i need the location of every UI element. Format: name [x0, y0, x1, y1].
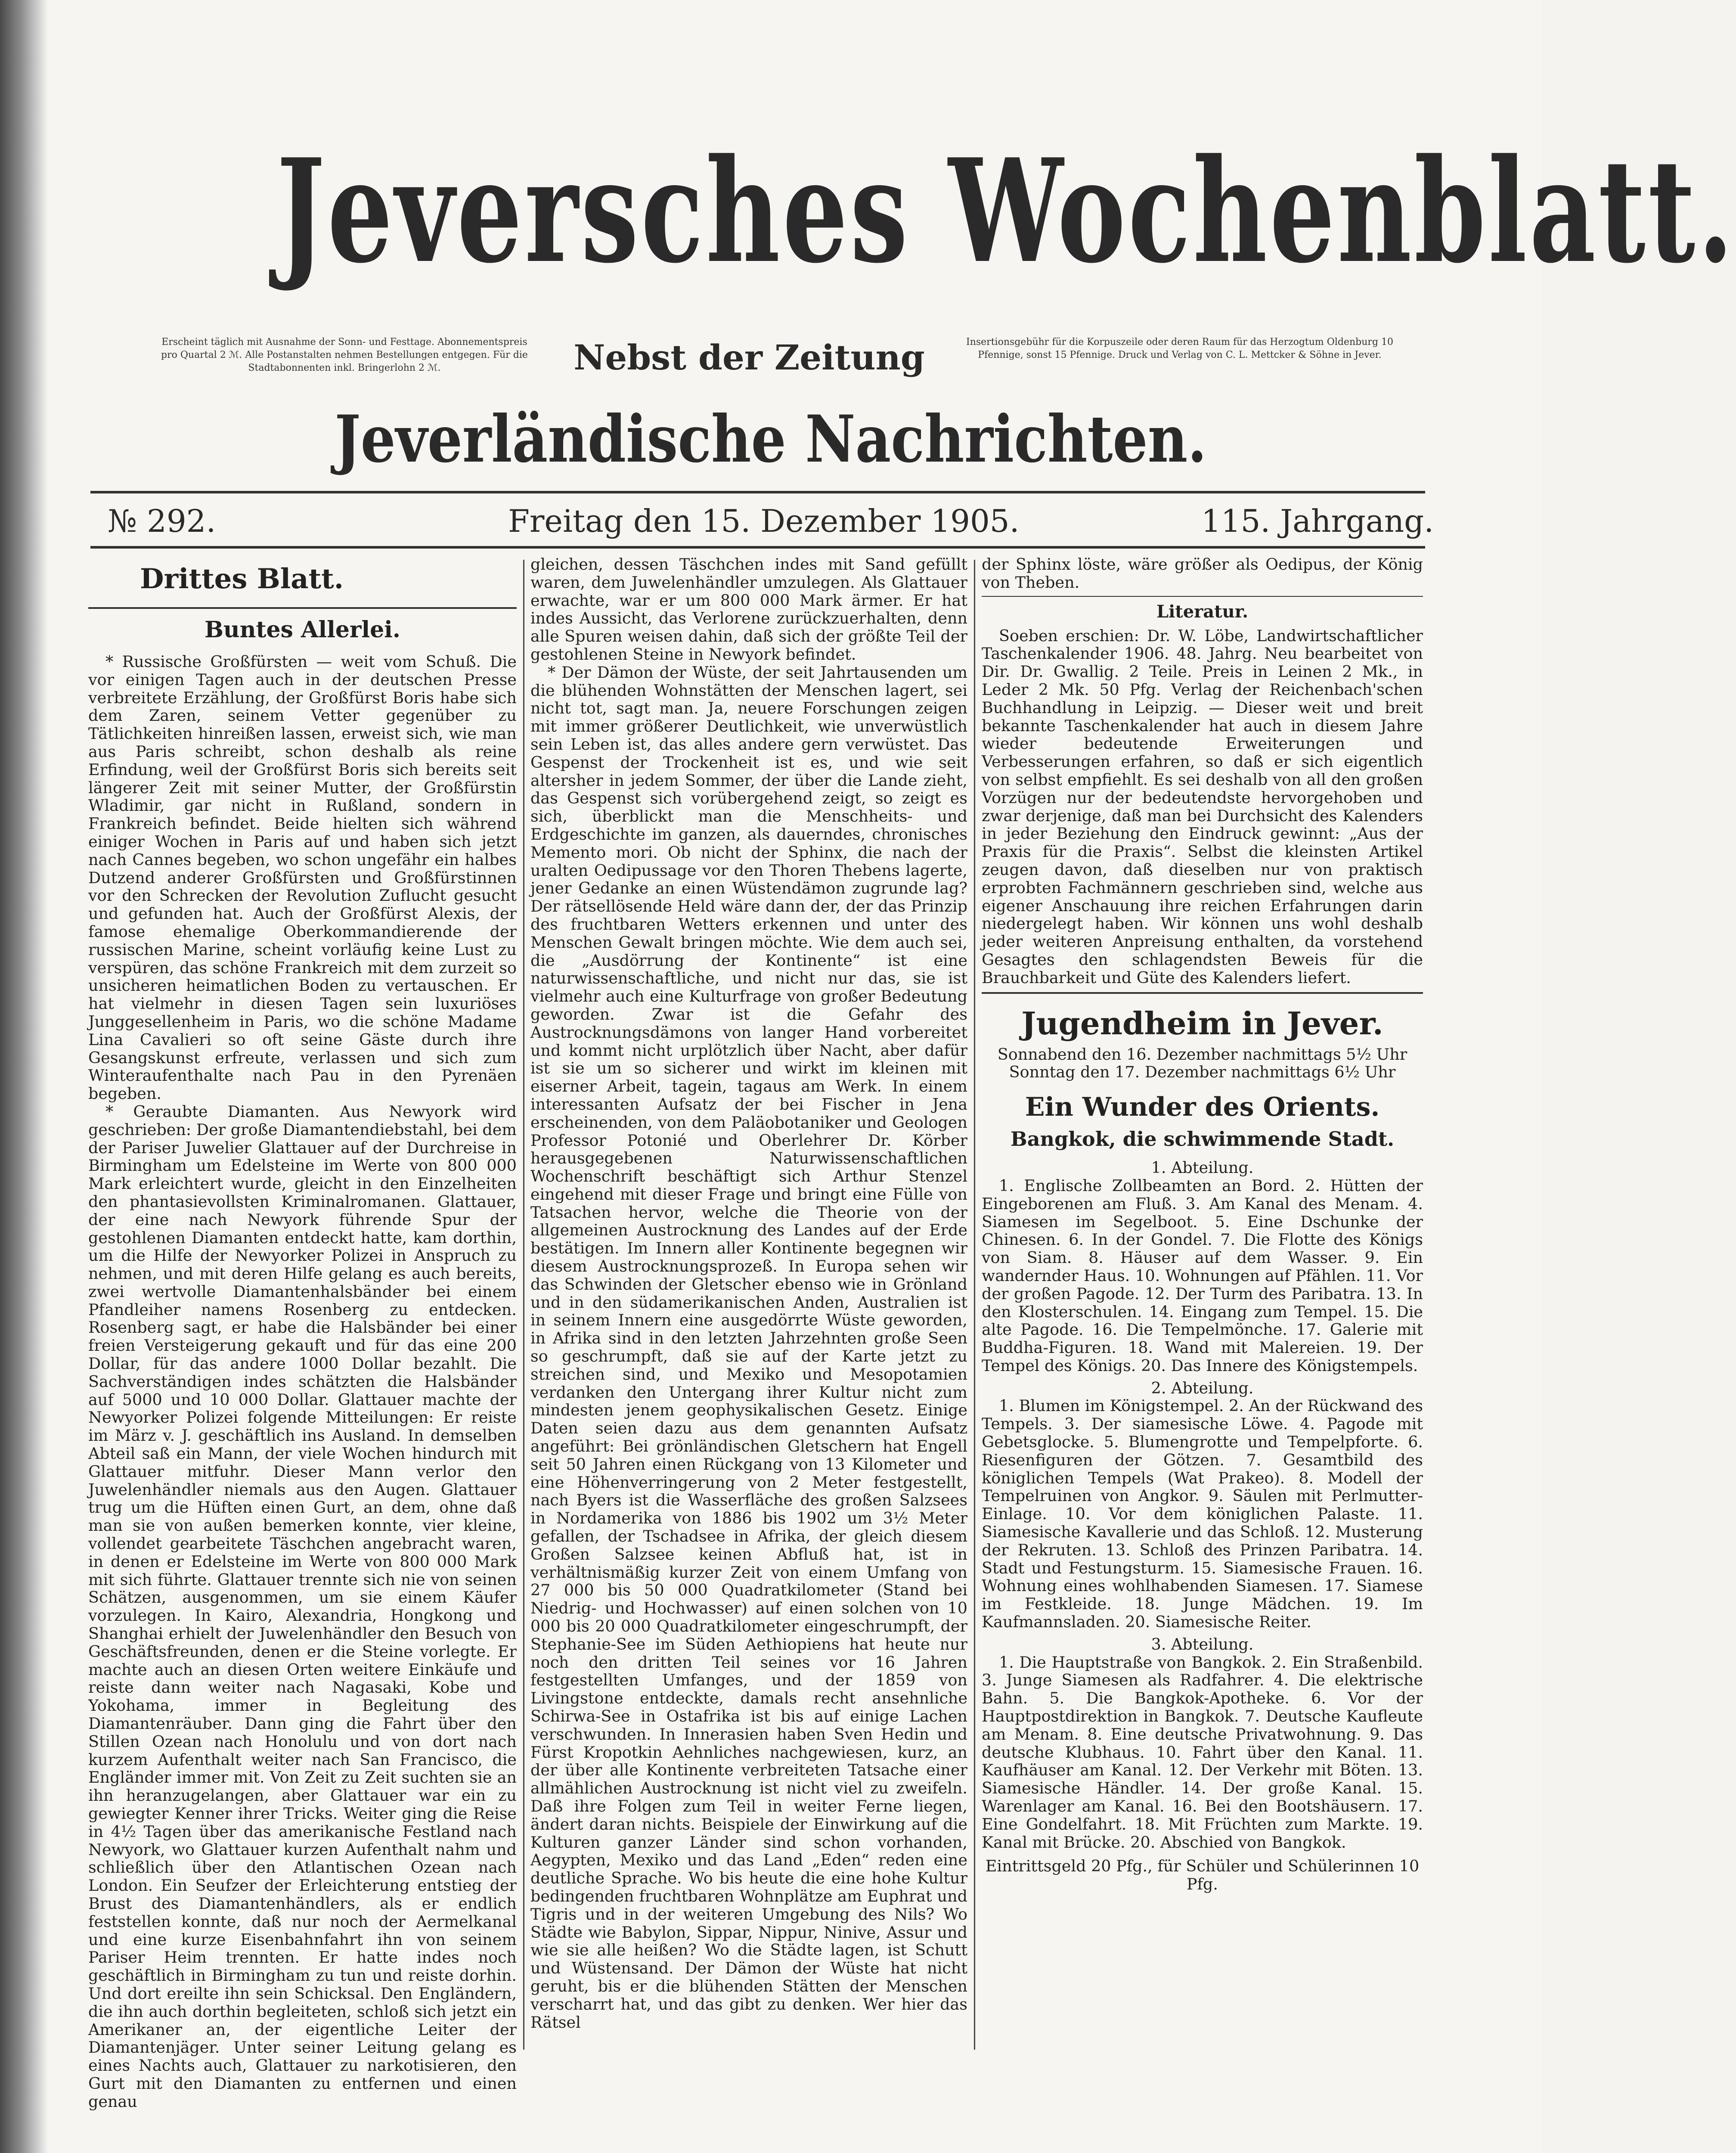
- insertion-info: Insertionsgebühr für die Korpuszeile oder deren Raum für das Herzogtum Oldenburg 10 Pfennige, sonst 15 Pfennige. Druck und Verlag von C. L. Mettcker & Söhne in Jever.: [966, 337, 1393, 360]
- volume-year: 115. Jahrgang.: [1201, 503, 1434, 539]
- blatt-heading: Drittes Blatt.: [140, 563, 344, 595]
- column-divider: [523, 560, 524, 2050]
- event-title: Jugendheim in Jever.: [1021, 1005, 1383, 1042]
- section-abt3-heading: 3. Abteilung.: [1151, 1635, 1254, 1654]
- section-abt1-heading: 1. Abteilung.: [1151, 1158, 1254, 1177]
- literatur-text: Soeben erschien: Dr. W. Löbe, Landwirtschaftlicher Taschenkalender 1906. 48. Jahrg. Neu bearbeitet von Dir. Dr. Gwallig. 2 Teile. Preis in Leinen 2 Mk., in Leder 2 Mk. 50 Pfg. Verlag der Reichenbach'schen Buchhandlung in Leipzig. — Dieser weit und breit bekannte Taschenkalender hat auch in diesem Jahre wieder bedeutende Erweiterungen und Verbesserungen erfahren, so daß er sich eigentlich von selbst empfiehlt. Es sei deshalb von all den großen Vorzügen nur der bedeutendste hervorgehoben und zwar derjenige, daß man bei Durchsicht des Kalenders in jeder Beziehung den Eindruck gewinnt: „Aus der Praxis für die Praxis“. Selbst die kleinsten Artikel zeugen davon, daß dieselben nur von praktisch erprobten Fachmännern geschrieben sind, welche aus eigener Anschauung ihre reichen Erfahrungen darin niedergelegt haben. Wir können uns wohl deshalb jeder weiteren Anpreisung enthalten, da vorstehend Gesagtes den schlagendsten Beweis für die Brauchbarkeit und Güte des Kalenders liefert.: [982, 626, 1423, 987]
- section-abt2-heading: 2. Abteilung.: [1151, 1378, 1254, 1397]
- column-right: [982, 555, 1423, 2050]
- masthead-rule-top: [90, 491, 1425, 493]
- book-binding-edge: [0, 0, 47, 2153]
- article-grossfuersten: * Russische Großfürsten — weit vom Schuß. Die vor einigen Tagen auch in der deutschen Presse verbreitete Erzählung, der Großfürst Boris habe sich dem Zaren, seinem Vetter gegenüber zu Tätlichkeiten hinreißen lassen, erweist sich, wie man aus Paris schreibt, schon deshalb als reine Erfindung, weil der Großfürst Boris sich bereits seit längerer Zeit mit seiner Mutter, der Großfürstin Wladimir, gar nicht in Rußland, sondern in Frankreich befindet. Beide hielten sich während einiger Wochen in Paris auf und haben sich jetzt nach Cannes begeben, wo schon ungefähr ein halbes Dutzend anderer Großfürsten und Großfürstinnen vor den Schrecken der Revolution Zuflucht gesucht und gefunden hat. Auch der Großfürst Alexis, der famose ehemalige Oberkommandierende der russischen Marine, scheint vorläufig keine Lust zu verspüren, das schöne Frankreich mit dem zurzeit so unsicheren heimatlichen Boden zu vertauschen. Er hat vielmehr in diesen Tagen sein luxuriöses Junggesellenheim in Paris, wo die schöne Madame Lina Cavalieri so oft seine Gäste durch ihre Gesangskunst erfreute, verlassen und sich zum Winteraufenthalte nach Pau in den Pyrenäen begeben.: [88, 652, 517, 1103]
- masthead-rule-bottom: [90, 546, 1425, 549]
- admission-price: Eintrittsgeld 20 Pfg., für Schüler und Schülerinnen 10 Pfg.: [985, 1857, 1420, 1894]
- subscription-info: Erscheint täglich mit Ausnahme der Sonn- und Festtage. Abonnementspreis pro Quartal 2 ℳ. Alle Postanstalten nehmen Bestellungen entgegen. Für die Stadtabonnenten inkl. Bringerlohn 2 ℳ.: [161, 337, 528, 373]
- column-middle: [530, 555, 967, 2050]
- section-abt1-text: 1. Englische Zollbeamten an Bord. 2. Hütten der Eingeborenen am Fluß. 3. Am Kanal des Menam. 4. Siamesen im Segelboot. 5. Eine Dschunke der Chinesen. 6. In der Gondel. 7. Die Flotte des Königs von Siam. 8. Häuser auf dem Wasser. 9. Ein wandernder Haus. 10. Wohnungen auf Pfählen. 11. Vor der großen Pagode. 12. Der Turm des Paribatra. 13. In den Klosterschulen. 14. Eingang zum Tempel. 15. Die alte Pagode. 16. Die Tempelmönche. 17. Galerie mit Buddha-Figuren. 18. Wand mit Malereien. 19. Der Tempel des Königs. 20. Das Innere des Königstempels.: [982, 1176, 1423, 1375]
- section-rule: [88, 607, 517, 609]
- column-left: [88, 555, 517, 2111]
- section-rule: [982, 992, 1423, 994]
- masthead-title: Jeversches Wochenblatt.: [276, 127, 1736, 295]
- event-date-1: Sonnabend den 16. Dezember nachmittags 5½ Uhr: [997, 1045, 1407, 1064]
- event-date-2: Sonntag den 17. Dezember nachmittags 6½ Uhr: [1009, 1063, 1396, 1082]
- event-headline: Ein Wunder des Orients.: [1025, 1092, 1380, 1123]
- section-abt2-text: 1. Blumen im Königstempel. 2. An der Rückwand des Tempels. 3. Der siamesische Löwe. 4. Pagode mit Gebetsglocke. 5. Blumengrotte und Tempelpforte. 6. Riesenfiguren der Götzen. 7. Gesamtbild des königlichen Tempels (Wat Prakeo). 8. Modell der Tempelruinen von Angkor. 9. Säulen mit Perlmutter-Einlage. 10. Vor dem königlichen Palaste. 11. Siamesische Kavallerie und das Schloß. 12. Musterung der Rekruten. 13. Schloß des Prinzen Paribatra. 14. Stadt und Festungsturm. 15. Siamesische Frauen. 16. Wohnung eines wohlhabenden Siamesen. 17. Siamese im Festkleide. 18. Junge Mädchen. 19. Im Kaufmannsladen. 20. Siamesische Reiter.: [982, 1396, 1423, 1632]
- section-rule: [982, 596, 1423, 597]
- masthead-nebst: Nebst der Zeitung: [574, 337, 925, 378]
- masthead-subtitle: Jeverländische Nachrichten.: [335, 401, 1207, 477]
- column-divider: [974, 560, 975, 2050]
- issue-date: Freitag den 15. Dezember 1905.: [508, 503, 1020, 539]
- issue-number: № 292.: [108, 503, 216, 539]
- literatur-heading: Literatur.: [1156, 601, 1249, 622]
- section-abt3-text: 1. Die Hauptstraße von Bangkok. 2. Ein Straßenbild. 3. Junge Siamesen als Radfahrer. 4. Die elektrische Bahn. 5. Die Bangkok-Apotheke. 6. Vor der Hauptpostdirektion in Bangkok. 7. Deutsche Kaufleute am Menam. 8. Eine deutsche Privatwohnung. 9. Das deutsche Klubhaus. 10. Fahrt über den Kanal. 11. Kaufhäuser am Kanal. 12. Der Verkehr mit Böten. 13. Siamesische Händler. 14. Der große Kanal. 15. Warenlager am Kanal. 16. Bei den Bootshäusern. 17. Eine Gondelfahrt. 18. Mit Früchten zum Markte. 19. Kanal mit Brücke. 20. Abschied von Bangkok.: [982, 1653, 1423, 1852]
- article-daemon-wueste: * Der Dämon der Wüste, der seit Jahrtausenden um die blühenden Wohnstätten der Menschen lagert, sei nicht tot, sagt man. Ja, neuere Forschungen zeigen mit immer größerer Deutlichkeit, wie unverwüstlich sein Leben ist, das alles andere gern verwüstet. Das Gespenst der Trockenheit ist es, und wie seit altersher in jedem Sommer, der über die Lande zieht, das Gespenst sich vorübergehend zeigt, so zeigt es sich, überblickt man die Menschheits- und Erdgeschichte im ganzen, als dauerndes, chronisches Memento mori. Ob nicht der Sphinx, die nach der uralten Oedipussage vor den Thoren Thebens lagerte, jener Gedanke an einen Wüstendämon zugrunde lag? Der rätsellösende Held wäre dann der, der das Prinzip des fruchtbaren Wetters erkennen und unter des Menschen Gewalt bringen möchte. Wie dem auch sei, die „Ausdörrung der Kontinente“ ist eine naturwissenschaftliche, und nicht nur das, sie ist vielmehr auch eine Kulturfrage von großer Bedeutung geworden. Zwar ist die Gefahr des Austrocknungsdämons von langer Hand vorbereitet und kommt nicht urplötzlich über Nacht, aber dafür ist sie um so sicherer und wirkt im kleinen mit eiserner Arbeit, tagein, tagaus am Werk. In einem interessanten Aufsatz der bei Fischer in Jena erscheinenden, von dem Paläobotaniker und Geologen Professor Potonié und Oberlehrer Dr. Körber herausgegebenen Naturwissenschaftlichen Wochenschrift beschäftigt sich Arthur Stenzel eingehend mit dieser Frage und bringt eine Fülle von Tatsachen hervor, welche die Theorie von der allgemeinen Austrocknung des Landes auf der Erde bestätigen. Im Innern aller Kontinente begegnen wir diesem Austrocknungsprozeß. In Europa sehen wir das Schwinden der Gletscher ebenso wie in Grönland und in den südamerikanischen Anden, Australien ist in seinem Innern eine ausgedörrte Wüste geworden, in Afrika sind in den letzten Jahrzehnten große Seen so geschrumpft, daß sie auf der Karte jetzt zu streichen sind, und Mexiko und Mesopotamien verdanken den Untergang ihrer Kultur nicht zum mindesten jenem geophysikalischen Gesetz. Einige Daten seien dazu aus dem genannten Aufsatz angeführt: Bei grönländischen Gletschern hat Engell seit 50 Jahren einen Rückgang von 13 Kilometer und eine Höhenverringerung von 2 Meter festgestellt, nach Byers ist die Wasserfläche des großen Salzsees in Nordamerika von 1886 bis 1902 um 3½ Meter gefallen, der Tschadsee in Afrika, der gleich diesem Großen Salzsee keinen Abfluß hat, ist in verhältnismäßig kurzer Zeit von einem Umfang von 27 000 bis 50 000 Quadratkilometer (Stand bei Niedrig- und Hochwasser) auf einen solchen von 10 000 bis 20 000 Quadratkilometer eingeschrumpft, der Stephanie-See im Süden Aethiopiens hat heute nur noch den dritten Teil seines vor 16 Jahren festgestellten Umfanges, und der 1859 von Livingstone entdeckte, damals recht ansehnliche Schirwa-See in Ostafrika ist bis auf einige Lachen verschwunden. In Innerasien haben Sven Hedin und Fürst Kropotkin Aehnliches nachgewiesen, kurz, an der über alle Kontinente verbreiteten Tatsache einer allmählichen Austrocknung ist nicht viel zu zweifeln. Daß ihre Folgen zum Teil in weiter Ferne liegen, ändert daran nichts. Beispiele der Einwirkung auf die Kulturen ganzer Länder sind schon vorhanden, Aegypten, Mexiko und das Land „Eden“ reden eine deutliche Sprache. Wo bis heute die eine hohe Kultur bedingenden fruchtbaren Wohnplätze am Euphrat und Tigris und in der weiteren Umgebung des Nils? Wo Städte wie Babylon, Sippar, Nippur, Ninive, Assur und wie sie alle heißen? Wo die Städte lagen, ist Schutt und Wüstensand. Der Dämon der Wüste hat nicht geruht, bis er die blühenden Stätten der Menschen verscharrt hat, und das gibt zu denken. Wer hier das Rätsel: [530, 663, 967, 2032]
- article-daemon-end: der Sphinx löste, wäre größer als Oedipus, der König von Theben.: [982, 555, 1423, 592]
- event-subheadline: Bangkok, die schwimmende Stadt.: [1010, 1127, 1395, 1151]
- article-diamanten-cont: gleichen, dessen Täschchen indes mit Sand gefüllt waren, dem Juwelenhändler umzulegen. Als Glattauer erwachte, war er um 800 000 Mark ärmer. Er hat indes Aussicht, das Verlorene zurückzuerhalten, denn alle Spuren weisen dahin, daß sich der größte Teil der gestohlenen Steine in Newyork befindet.: [530, 555, 967, 664]
- section-heading: Buntes Allerlei.: [204, 617, 401, 643]
- article-diamanten: * Geraubte Diamanten. Aus Newyork wird geschrieben: Der große Diamantendiebstahl, bei dem der Pariser Juwelier Glattauer auf der Durchreise in Birmingham um Edelsteine im Werte von 800 000 Mark erleichtert wurde, gleicht in den Einzelheiten den phantasievollsten Kriminalromanen. Glattauer, der eine nach Newyork führende Spur der gestohlenen Diamanten entdeckt hatte, kam dorthin, um die Hilfe der Newyorker Polizei in Anspruch zu nehmen, und mit deren Hilfe gelang es auch bereits, zwei wertvolle Diamantenhalsbänder bei einem Pfandleiher namens Rosenberg zu entdecken. Rosenberg sagt, er habe die Halsbänder bei einer freien Versteigerung gekauft und für das eine 200 Dollar, für das andere 1000 Dollar bezahlt. Die Sachverständigen indes schätzten die Halsbänder auf 5000 und 10 000 Dollar. Glattauer machte der Newyorker Polizei folgende Mitteilungen: Er reiste im März v. J. geschäftlich ins Ausland. In demselben Abteil saß ein Mann, der viele Wochen hindurch mit Glattauer mitfuhr. Dieser Mann verlor den Juwelenhändler niemals aus den Augen. Glattauer trug um die Hüften einen Gurt, an dem, ohne daß man sie von außen bemerken konnte, vier kleine, vollendet gearbeitete Täschchen angebracht waren, in denen er Edelsteine im Werte von 800 000 Mark mit sich führte. Glattauer trennte sich nie von seinen Schätzen, ausgenommen, um sie einem Käufer vorzulegen. In Kairo, Alexandria, Hongkong und Shanghai erhielt der Juwelenhändler den Besuch von Geschäftsfreunden, denen er die Steine vorlegte. Er machte auch an diesen Orten weitere Einkäufe und reiste dann weiter nach Nagasaki, Kobe und Yokohama, immer in Begleitung des Diamantenräuber. Dann ging die Fahrt über den Stillen Ozean nach Honolulu und von dort nach kurzem Aufenthalt weiter nach San Francisco, die Engländer immer mit. Von Zeit zu Zeit suchten sie an ihn heranzugelangen, aber Glattauer war ein zu gewiegter Kenner ihrer Tricks. Weiter ging die Reise in 4½ Tagen über das amerikanische Festland nach Newyork, wo Glattauer kurzen Aufenthalt nahm und schließlich über den Atlantischen Ozean nach London. Ein Seufzer der Erleichterung entstieg der Brust des Diamantenhändlers, als er endlich feststellen konnte, daß nur noch der Aermelkanal und eine kurze Eisenbahnfahrt ihn von seinem Pariser Heim trennten. Er hatte indes noch geschäftlich in Birmingham zu tun und reiste dorhin. Und dort ereilte ihn sein Schicksal. Den Engländern, die ihn auch dorthin begleiteten, schloß sich jetzt ein Amerikaner an, der eigentliche Leiter der Diamantenjäger. Unter seiner Leitung gelang es eines Nachts auch, Glattauer zu narkotisieren, den Gurt mit den Diamanten zu entfernen und einen genau: [88, 1102, 517, 2111]
